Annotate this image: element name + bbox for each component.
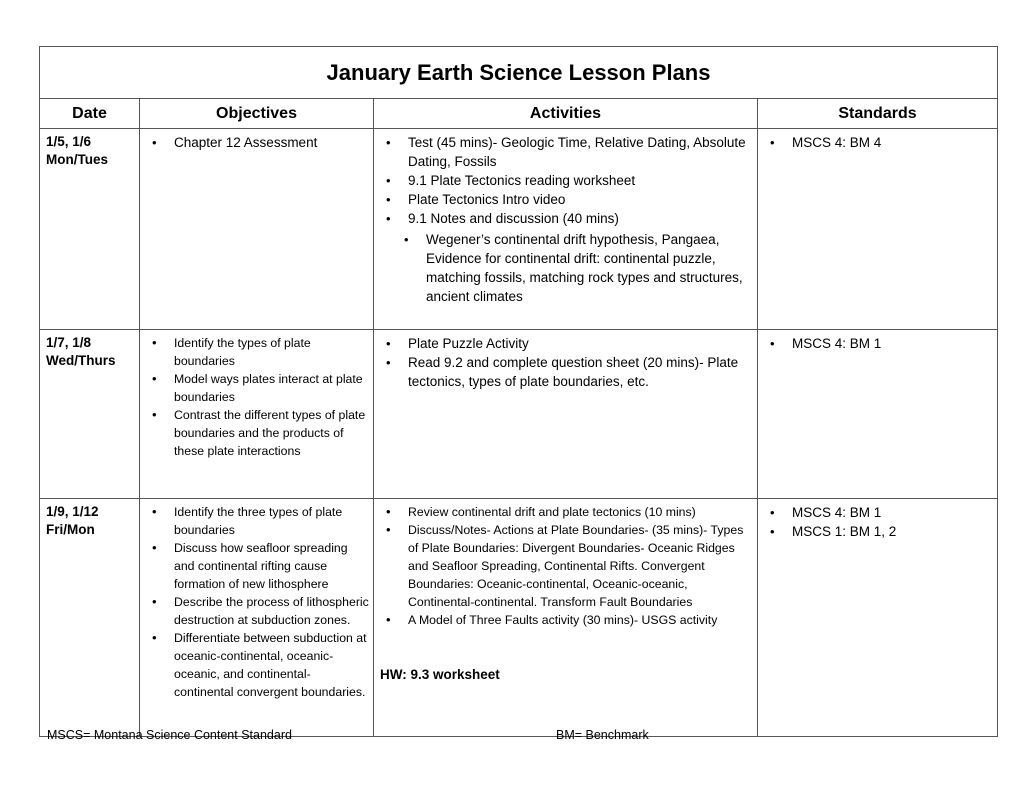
header-date: Date [40,99,140,129]
list-item: • A Model of Three Faults activity (30 mins)- USGS activity [374,611,753,629]
header-standards: Standards [758,99,998,129]
lesson-plan-table [39,46,998,737]
date-weekdays: Wed/Thurs [46,353,116,368]
lesson-plan-sheet [39,46,997,737]
list-item: • MSCS 4: BM 1 [758,503,993,522]
list-item: • Discuss how seafloor spreading and continental rifting cause formation of new lithosphere [140,539,369,593]
list-item: • Read 9.2 and complete question sheet (20 mins)- Plate tectonics, types of plate boundaries, etc. [374,353,753,391]
list-item: • Model ways plates interact at plate boundaries [140,370,369,406]
list-item: • 9.1 Plate Tectonics reading worksheet [374,171,753,190]
date-cell [40,330,140,499]
footer-legend-bm: BM= Benchmark [556,728,649,742]
list-item: • MSCS 1: BM 1, 2 [758,522,993,541]
activities-cell [374,330,758,499]
header-objectives: Objectives [140,99,374,129]
list-item: • Identify the three types of plate boundaries [140,503,369,539]
objectives-cell [140,129,374,330]
list-item: • Review continental drift and plate tectonics (10 mins) [374,503,753,521]
list-item: • Chapter 12 Assessment [140,133,369,152]
list-item: • MSCS 4: BM 4 [758,133,993,152]
date-cell [40,499,140,737]
list-item: • MSCS 4: BM 1 [758,334,993,353]
activities-cell [374,499,758,737]
standards-cell [758,330,998,499]
list-item: • Test (45 mins)- Geologic Time, Relative Dating, Absolute Dating, Fossils [374,133,753,171]
date-weekdays: Mon/Tues [46,152,108,167]
table-row [40,330,998,499]
date-days: 1/9, 1/12 [46,504,99,519]
date-days: 1/7, 1/8 [46,335,92,350]
list-item: • Plate Puzzle Activity [374,334,753,353]
list-item: • Identify the types of plate boundaries [140,334,369,370]
footer-legend-mscs: MSCS= Montana Science Content Standard [47,728,292,742]
date-days: 1/5, 1/6 [46,134,92,149]
list-item: • Differentiate between subduction at oceanic-continental, oceanic-oceanic, and continental-continental convergent boundaries. [140,629,369,701]
activities-cell [374,129,758,330]
objectives-cell [140,330,374,499]
sub-list-item: • Wegener’s continental drift hypothesis, Pangaea, Evidence for continental drift: continental puzzle, matching fossils, matching rock types and structures, ancient climates [374,230,753,306]
header-activities: Activities [374,99,758,129]
objectives-cell [140,499,374,737]
table-row [40,499,998,737]
standards-cell [758,499,998,737]
date-cell [40,129,140,330]
list-item: • Plate Tectonics Intro video [374,190,753,209]
list-item: • 9.1 Notes and discussion (40 mins) [374,209,753,228]
list-item: • Contrast the different types of plate boundaries and the products of these plate interactions [140,406,369,460]
table-row [40,129,998,330]
homework-note: HW: 9.3 worksheet [380,667,500,682]
page-title: January Earth Science Lesson Plans [40,47,998,99]
list-item: • Discuss/Notes- Actions at Plate Boundaries- (35 mins)- Types of Plate Boundaries: Divergent Boundaries- Oceanic Ridges and Seafloor Spreading, Continental Rifts. Convergent Boundaries: Oceanic-continental, Oceanic-oceanic, Continental-continental. Transform Fault Boundaries [374,521,753,611]
list-item: • Describe the process of lithospheric destruction at subduction zones. [140,593,369,629]
date-weekdays: Fri/Mon [46,522,95,537]
standards-cell [758,129,998,330]
